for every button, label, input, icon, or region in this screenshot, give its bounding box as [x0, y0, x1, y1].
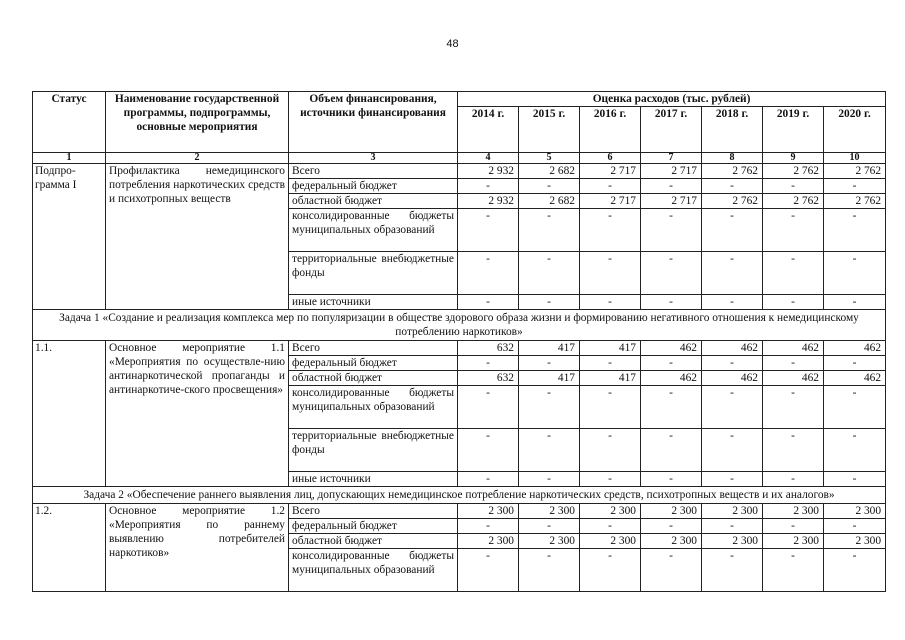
value-cell: 2 717	[641, 194, 702, 209]
column-number: 10	[824, 153, 886, 164]
value-cell: -	[458, 429, 519, 472]
header-year: 2017 г.	[641, 107, 702, 153]
value-cell: -	[519, 549, 580, 592]
header-year: 2015 г.	[519, 107, 580, 153]
program-name-cell: Основное мероприятие 1.2 «Мероприятия по раннему выявлению потребителей наркотиков»	[106, 504, 289, 592]
funding-source-cell: федеральный бюджет	[289, 519, 458, 534]
column-number: 5	[519, 153, 580, 164]
value-cell: 2 300	[824, 534, 886, 549]
value-cell: -	[702, 179, 763, 194]
value-cell: 2 300	[824, 504, 886, 519]
page-number: 48	[446, 38, 459, 50]
value-cell: 462	[763, 371, 824, 386]
program-name-cell: Профилактика немедицинского потребления наркотических средств и психотропных веществ	[106, 164, 289, 310]
value-cell: -	[763, 472, 824, 487]
value-cell: -	[763, 386, 824, 429]
value-cell: 417	[519, 341, 580, 356]
value-cell: -	[580, 549, 641, 592]
value-cell: -	[458, 295, 519, 310]
funding-source-cell: территориальные внебюджетные фонды	[289, 252, 458, 295]
value-cell: 2 300	[763, 534, 824, 549]
column-number: 9	[763, 153, 824, 164]
value-cell: -	[824, 295, 886, 310]
financing-table	[32, 91, 886, 592]
value-cell: -	[519, 295, 580, 310]
value-cell: 632	[458, 341, 519, 356]
value-cell: -	[641, 252, 702, 295]
value-cell: -	[458, 179, 519, 194]
value-cell: 2 300	[641, 504, 702, 519]
value-cell: -	[702, 549, 763, 592]
column-number: 4	[458, 153, 519, 164]
value-cell: -	[458, 386, 519, 429]
value-cell: 462	[824, 371, 886, 386]
value-cell: 2 300	[763, 504, 824, 519]
task-title: Задача 1 «Создание и реализация комплекса мер по популяризации в обществе здорового образа жизни и формированию негативного отношения к немедицинскому потреблению наркотиков»	[33, 310, 886, 341]
column-number: 3	[289, 153, 458, 164]
header-year: 2020 г.	[824, 107, 886, 153]
status-cell: 1.1.	[33, 341, 106, 487]
value-cell: -	[580, 356, 641, 371]
value-cell: -	[519, 252, 580, 295]
value-cell: -	[824, 386, 886, 429]
value-cell: 2 300	[519, 534, 580, 549]
value-cell: 2 300	[702, 504, 763, 519]
value-cell: 2 300	[458, 504, 519, 519]
value-cell: 2 762	[763, 194, 824, 209]
column-number: 8	[702, 153, 763, 164]
funding-source-cell: федеральный бюджет	[289, 179, 458, 194]
value-cell: 462	[641, 341, 702, 356]
value-cell: -	[763, 356, 824, 371]
header-status: Статус	[33, 92, 106, 153]
value-cell: 2 717	[580, 194, 641, 209]
table-row	[33, 341, 886, 356]
value-cell: 462	[702, 371, 763, 386]
value-cell: 2 300	[519, 504, 580, 519]
value-cell: -	[702, 472, 763, 487]
value-cell: 2 762	[763, 164, 824, 179]
value-cell: -	[763, 179, 824, 194]
funding-source-cell: областной бюджет	[289, 194, 458, 209]
value-cell: -	[580, 295, 641, 310]
funding-source-cell: областной бюджет	[289, 371, 458, 386]
funding-source-cell: консолидированные бюджеты муниципальных образований	[289, 209, 458, 252]
column-numbers-row	[33, 153, 886, 164]
value-cell: 2 300	[641, 534, 702, 549]
value-cell: -	[641, 549, 702, 592]
value-cell: -	[641, 519, 702, 534]
value-cell: -	[763, 295, 824, 310]
value-cell: -	[458, 356, 519, 371]
header-year: 2018 г.	[702, 107, 763, 153]
value-cell: -	[763, 209, 824, 252]
value-cell: -	[580, 472, 641, 487]
value-cell: 2 682	[519, 164, 580, 179]
value-cell: -	[641, 386, 702, 429]
value-cell: 462	[824, 341, 886, 356]
value-cell: -	[824, 549, 886, 592]
value-cell: -	[519, 386, 580, 429]
value-cell: 2 300	[702, 534, 763, 549]
value-cell: -	[458, 519, 519, 534]
status-cell: 1.2.	[33, 504, 106, 592]
value-cell: -	[580, 209, 641, 252]
value-cell: -	[641, 472, 702, 487]
value-cell: 417	[580, 341, 641, 356]
column-number: 1	[33, 153, 106, 164]
value-cell: -	[580, 252, 641, 295]
value-cell: -	[580, 519, 641, 534]
value-cell: -	[702, 209, 763, 252]
value-cell: -	[580, 429, 641, 472]
value-cell: 2 717	[641, 164, 702, 179]
value-cell: 2 762	[824, 164, 886, 179]
value-cell: -	[519, 209, 580, 252]
table-row	[33, 504, 886, 519]
value-cell: 2 932	[458, 164, 519, 179]
header-estimate: Оценка расходов (тыс. рублей)	[458, 92, 886, 107]
value-cell: -	[824, 429, 886, 472]
value-cell: -	[824, 519, 886, 534]
funding-source-cell: иные источники	[289, 472, 458, 487]
funding-source-cell: территориальные внебюджетные фонды	[289, 429, 458, 472]
program-name-cell: Основное мероприятие 1.1 «Мероприятия по осуществле-нию антинаркотической пропаганды и антинаркотиче-ского просвещения»	[106, 341, 289, 487]
value-cell: -	[641, 295, 702, 310]
value-cell: -	[580, 179, 641, 194]
value-cell: -	[702, 519, 763, 534]
value-cell: 462	[763, 341, 824, 356]
task-row	[33, 310, 886, 341]
funding-source-cell: консолидированные бюджеты муниципальных образований	[289, 549, 458, 592]
value-cell: -	[458, 472, 519, 487]
value-cell: -	[702, 386, 763, 429]
funding-source-cell: федеральный бюджет	[289, 356, 458, 371]
value-cell: -	[763, 519, 824, 534]
value-cell: 2 300	[580, 504, 641, 519]
value-cell: -	[702, 295, 763, 310]
funding-source-cell: областной бюджет	[289, 534, 458, 549]
header-volume: Объем финансирования, источники финансирования	[289, 92, 458, 153]
column-number: 7	[641, 153, 702, 164]
funding-source-cell: Всего	[289, 504, 458, 519]
value-cell: -	[458, 209, 519, 252]
funding-source-cell: Всего	[289, 341, 458, 356]
value-cell: -	[641, 209, 702, 252]
value-cell: 462	[702, 341, 763, 356]
column-number: 6	[580, 153, 641, 164]
value-cell: -	[519, 519, 580, 534]
value-cell: 632	[458, 371, 519, 386]
value-cell: -	[824, 356, 886, 371]
value-cell: -	[580, 386, 641, 429]
task-row	[33, 487, 886, 504]
value-cell: -	[763, 429, 824, 472]
value-cell: 2 762	[702, 164, 763, 179]
value-cell: 2 762	[824, 194, 886, 209]
value-cell: -	[519, 179, 580, 194]
value-cell: -	[824, 209, 886, 252]
value-cell: -	[458, 549, 519, 592]
column-number: 2	[106, 153, 289, 164]
value-cell: -	[519, 429, 580, 472]
value-cell: 417	[580, 371, 641, 386]
funding-source-cell: консолидированные бюджеты муниципальных образований	[289, 386, 458, 429]
task-title: Задача 2 «Обеспечение раннего выявления лиц, допускающих немедицинское потребление наркотических средств, психотропных веществ и их аналогов»	[33, 487, 886, 504]
value-cell: -	[519, 356, 580, 371]
value-cell: -	[641, 356, 702, 371]
value-cell: -	[702, 356, 763, 371]
value-cell: -	[824, 252, 886, 295]
funding-source-cell: иные источники	[289, 295, 458, 310]
value-cell: -	[519, 472, 580, 487]
value-cell: 2 300	[580, 534, 641, 549]
value-cell: -	[702, 429, 763, 472]
status-cell: Подпро-грамма I	[33, 164, 106, 310]
value-cell: -	[824, 179, 886, 194]
value-cell: -	[641, 429, 702, 472]
header-year: 2016 г.	[580, 107, 641, 153]
value-cell: -	[763, 252, 824, 295]
value-cell: -	[641, 179, 702, 194]
value-cell: 2 762	[702, 194, 763, 209]
funding-source-cell: Всего	[289, 164, 458, 179]
value-cell: 2 932	[458, 194, 519, 209]
value-cell: -	[824, 472, 886, 487]
value-cell: -	[763, 549, 824, 592]
value-cell: 2 682	[519, 194, 580, 209]
header-year: 2014 г.	[458, 107, 519, 153]
table-row	[33, 164, 886, 179]
value-cell: -	[458, 252, 519, 295]
value-cell: 462	[641, 371, 702, 386]
value-cell: -	[702, 252, 763, 295]
value-cell: 417	[519, 371, 580, 386]
value-cell: 2 717	[580, 164, 641, 179]
value-cell: 2 300	[458, 534, 519, 549]
header-year: 2019 г.	[763, 107, 824, 153]
header-name: Наименование государственной программы, подпрограммы, основные мероприятия	[106, 92, 289, 153]
